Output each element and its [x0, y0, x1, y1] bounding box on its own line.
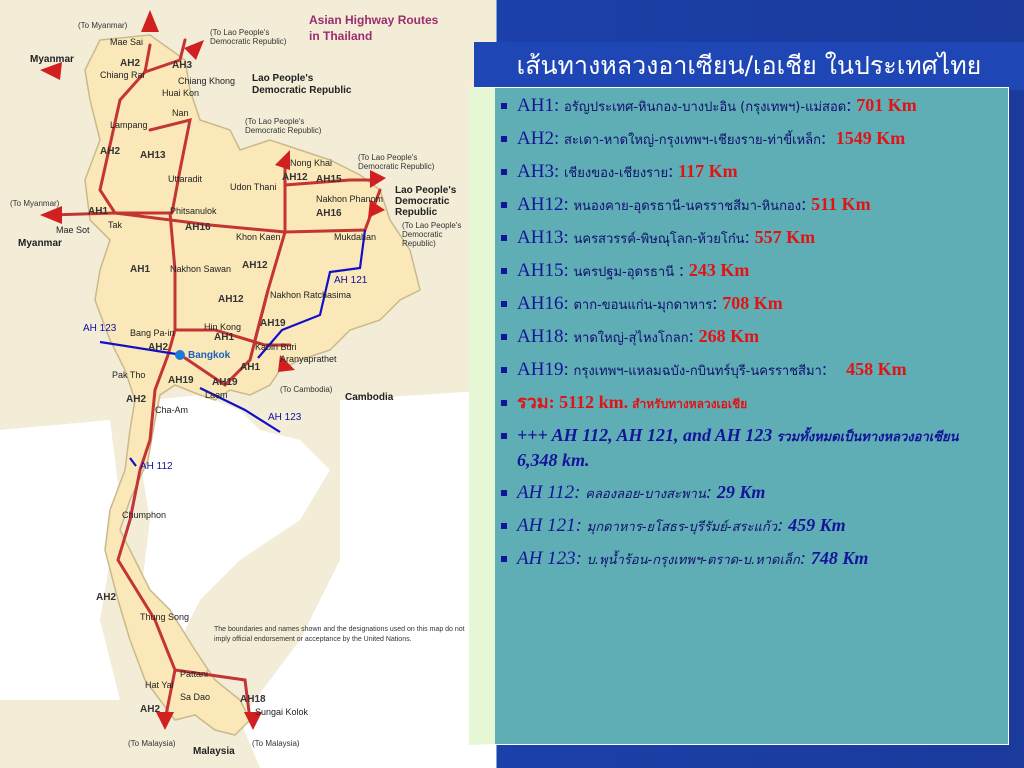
note-to-lao-4c: Republic) [402, 239, 436, 248]
label-laos-top-2: Democratic Republic [252, 85, 352, 96]
route-label-ah3: AH3 [172, 60, 193, 71]
list-item: AH13: นครสวรรค์-พิษณุโลก-ห้วยโก๋น: 557 Km [501, 226, 1000, 251]
route-km: 557 Km [754, 227, 816, 247]
route-label-ah2-bottom: AH2 [140, 704, 161, 715]
label-malaysia: Malaysia [193, 746, 235, 757]
route-label-ah2-mid: AH2 [100, 146, 121, 157]
note-to-malaysia-right: (To Malaysia) [252, 739, 300, 748]
route-code: AH16 [517, 293, 564, 314]
route-km: 748 Km [810, 548, 869, 568]
route-desc: สะเดา-หาดใหญ่-กรุงเทพฯ-เชียงราย-ท่าขี้เหล็ก [563, 133, 821, 148]
city-laem-chabang: Laem [205, 390, 228, 400]
route-label-ah1-east: AH1 [214, 332, 235, 343]
city-sa-dao: Sa Dao [180, 692, 211, 702]
total-text: รวมทั้งหมดเป็นทางหลวงอาเซียน [776, 430, 959, 445]
slide-title: เส้นทางหลวงอาเซียน/เอเชีย ในประเทศไทย [474, 42, 1024, 90]
route-desc: นครสวรรค์-พิษณุโลก-ห้วยโก๋น [573, 232, 745, 247]
route-code: AH3 [517, 161, 554, 182]
route-desc: ตาก-ขอนแก่น-มุกดาหาร [573, 298, 713, 313]
bullet-icon [501, 523, 507, 529]
city-hat-yai: Hat Yai [145, 680, 174, 690]
andaman-sea [0, 420, 120, 700]
city-sungai-kolok: Sungai Kolok [255, 707, 309, 717]
route-desc: หนองคาย-อุดรธานี-นครราชสีมา-หินกอง [573, 199, 802, 214]
city-udon-thani: Udon Thani [230, 182, 277, 192]
note-to-cambodia: (To Cambodia) [280, 385, 333, 394]
route-km: 29 Km [716, 482, 766, 502]
bullet-icon [501, 433, 507, 439]
list-item: AH1: อรัญประเทศ-หินกอง-บางปะอิน (กรุงเทพฯ)-แม่สอด: 701 Km [501, 94, 1000, 119]
route-label-ah18: AH18 [240, 694, 266, 705]
city-tak: Tak [108, 220, 123, 230]
list-item-total [501, 424, 1000, 473]
city-phitsanulok: Phitsanulok [170, 206, 217, 216]
bullet-icon [501, 556, 507, 562]
map-panel [0, 0, 497, 768]
city-nong-khai: Nong Khai [290, 158, 333, 168]
city-khon-kaen: Khon Kaen [236, 232, 281, 242]
bullet-icon [501, 334, 507, 340]
bullet-icon [501, 490, 507, 496]
route-desc: อรัญประเทศ-หินกอง-บางปะอิน (กรุงเทพฯ)-แม่สอด [563, 100, 847, 115]
route-label-ah1-mid: AH1 [130, 264, 151, 275]
route-desc: กรุงเทพฯ-แหลมฉบัง-กบินทร์บุรี-นครราชสีมา [573, 364, 822, 379]
route-code: AH 112 [517, 482, 575, 503]
city-bang-pa-in: Bang Pa-in [130, 328, 175, 338]
label-laos-right-1: Lao People's [395, 185, 457, 196]
note-to-lao-4b: Democratic [402, 230, 443, 239]
city-chumphon: Chumphon [122, 510, 167, 520]
bullet-icon [501, 268, 507, 274]
bullet-icon [501, 202, 507, 208]
route-code: AH2 [517, 128, 554, 149]
note-to-lao-1a: (To Lao People's [210, 28, 270, 37]
list-item: AH12: หนองคาย-อุดรธานี-นครราชสีมา-หินกอง: 511 Km [501, 193, 1000, 218]
note-to-myanmar-mid: (To Myanmar) [10, 199, 60, 208]
route-label-ah112: AH 112 [140, 461, 173, 472]
city-lampang: Lampang [110, 120, 148, 130]
note-to-myanmar-top: (To Myanmar) [78, 21, 128, 30]
route-label-ah123-east: AH 123 [268, 412, 302, 423]
route-label-ah16-east: AH16 [316, 208, 342, 219]
route-code: AH19 [517, 359, 564, 380]
route-label-ah19-north: AH19 [260, 318, 286, 329]
city-huai-kon: Huai Kon [162, 88, 200, 98]
route-code: AH1 [517, 95, 554, 116]
route-label-ah13: AH13 [140, 150, 166, 161]
route-desc: นครปฐม-อุดรธานี [573, 265, 675, 280]
map-disclaimer: The boundaries and names shown and the designations used on this map do not imply official endorsement or acceptance by the United Nations. [214, 626, 465, 643]
city-nakhon-sawan: Nakhon Sawan [170, 264, 232, 274]
list-item: AH 112: คลองลอย-บางสะพาน: 29 Km [501, 481, 1000, 506]
route-list [495, 88, 1008, 572]
list-item: AH 123: บ.พุน้ำร้อน-กรุงเทพฯ-ตราด-บ.หาดเล็ก: 748 Km [501, 547, 1000, 572]
bullet-icon [501, 400, 507, 406]
city-nakhon-ratchasima: Nakhon Ratchasima [270, 290, 352, 300]
route-label-ah121: AH 121 [334, 275, 368, 286]
map-title-line1: Asian Highway Routes [309, 13, 439, 27]
route-code: AH 121 [517, 515, 576, 536]
map-title-line2: in Thailand [309, 29, 373, 43]
list-item: AH2: สะเดา-หาดใหญ่-กรุงเทพฯ-เชียงราย-ท่าขี้เหล็ก: 1549 Km [501, 127, 1000, 152]
route-desc: หาดใหญ่-สุไหงโกลก [573, 331, 689, 346]
city-kabin-buri: Kabin Buri [255, 342, 297, 352]
note-to-malaysia-left: (To Malaysia) [128, 739, 176, 748]
label-cambodia: Cambodia [345, 392, 394, 403]
city-mae-sai: Mae Sai [110, 37, 144, 47]
route-km: 268 Km [698, 326, 760, 346]
list-item: AH19: กรุงเทพฯ-แหลมฉบัง-กบินทร์บุรี-นครราชสีมา: 458 Km [501, 358, 1000, 383]
thailand-map [0, 0, 496, 768]
total-km: 6,348 km. [517, 450, 590, 470]
route-label-ah12-mid: AH12 [242, 260, 268, 271]
note-to-lao-2b: Democratic Republic) [245, 126, 322, 135]
route-label-ah2-south: AH2 [126, 394, 147, 405]
route-label-ah19-west: AH19 [168, 375, 194, 386]
city-mae-sot: Mae Sot [56, 225, 90, 235]
city-aranyaprathet: Aranyaprathet [280, 354, 337, 364]
city-mukdahan: Mukdahan [334, 232, 377, 242]
note-to-lao-3b: Democratic Republic) [358, 162, 435, 171]
sum-note: สำหรับทางหลวงเอเชีย [632, 397, 748, 411]
route-km: 701 Km [856, 95, 917, 115]
bullet-icon [501, 169, 507, 175]
route-label-ah12-south: AH12 [218, 294, 244, 305]
city-nakhon-phanom: Nakhon Phanom [316, 194, 384, 204]
route-km: 708 Km [722, 293, 783, 313]
route-label-ah1-west: AH1 [88, 206, 109, 217]
list-item: AH3: เชียงของ-เชียงราย: 117 Km [501, 160, 1000, 185]
city-chiang-rai: Chiang Rai [100, 70, 145, 80]
list-item-sum [501, 391, 1000, 416]
label-laos-top-1: Lao People's [252, 73, 314, 84]
bullet-icon [501, 235, 507, 241]
route-km: 117 Km [678, 161, 738, 181]
content-panel [469, 87, 1009, 745]
route-desc: คลองลอย-บางสะพาน [585, 487, 706, 502]
note-to-lao-1b: Democratic Republic) [210, 37, 287, 46]
route-label-ah2-bkk: AH2 [148, 342, 169, 353]
route-label-ah19-east: AH19 [212, 377, 238, 388]
bullet-icon [501, 103, 507, 109]
route-km: 243 Km [688, 260, 750, 280]
route-code: AH15 [517, 260, 564, 281]
city-bangkok: Bangkok [188, 350, 231, 361]
route-code: AH18 [517, 326, 564, 347]
bullet-icon [501, 367, 507, 373]
route-label-ah16-west: AH16 [185, 222, 211, 233]
label-laos-right-2: Democratic [395, 196, 450, 207]
total-prefix: +++ AH 112, AH 121, and AH 123 [517, 425, 773, 445]
route-label-ah1-se: AH1 [240, 362, 261, 373]
label-laos-right-3: Republic [395, 207, 438, 218]
city-cha-am: Cha-Am [155, 405, 189, 415]
route-desc: บ.พุน้ำร้อน-กรุงเทพฯ-ตราด-บ.หาดเล็ก [586, 553, 800, 568]
route-desc: เชียงของ-เชียงราย [563, 166, 669, 181]
route-km: 1549 Km [835, 128, 906, 148]
route-desc: มุกดาหาร-ยโสธร-บุรีรัมย์-สระแก้ว [586, 520, 778, 535]
list-item: AH16: ตาก-ขอนแก่น-มุกดาหาร: 708 Km [501, 292, 1000, 317]
route-km: 511 Km [811, 194, 871, 214]
list-item: AH18: หาดใหญ่-สุไหงโกลก: 268 Km [501, 325, 1000, 350]
bullet-icon [501, 136, 507, 142]
bullet-icon [501, 301, 507, 307]
note-to-lao-4a: (To Lao People's [402, 221, 462, 230]
city-thung-song: Thung Song [140, 612, 190, 622]
list-item: AH 121: มุกดาหาร-ยโสธร-บุรีรัมย์-สระแก้ว: 459 Km [501, 514, 1000, 539]
city-pak-tho: Pak Tho [112, 370, 146, 380]
city-pattani: Pattani [180, 669, 209, 679]
route-label-ah15: AH15 [316, 174, 342, 185]
city-uttaradit: Uttaradit [168, 174, 203, 184]
city-nan: Nan [172, 108, 189, 118]
sum-label: รวม: 5112 km. [517, 392, 629, 412]
label-myanmar-top: Myanmar [30, 54, 74, 65]
route-label-ah2-deep: AH2 [96, 592, 117, 603]
note-to-lao-2a: (To Lao People's [245, 117, 305, 126]
city-chiang-khong: Chiang Khong [178, 76, 236, 86]
route-label-ah2-top: AH2 [120, 58, 141, 69]
route-label-ah123-west: AH 123 [83, 323, 117, 334]
label-myanmar-mid: Myanmar [18, 238, 62, 249]
bangkok-marker [175, 350, 185, 360]
list-item: AH15: นครปฐม-อุดรธานี : 243 Km [501, 259, 1000, 284]
map-title [309, 12, 438, 44]
route-km: 458 Km [846, 359, 907, 379]
city-hin-kong: Hin Kong [204, 322, 242, 332]
note-to-lao-3a: (To Lao People's [358, 153, 418, 162]
route-code: AH13 [517, 227, 564, 248]
route-label-ah12-north: AH12 [282, 172, 308, 183]
route-code: AH12 [517, 194, 564, 215]
route-km: 459 Km [788, 515, 846, 535]
route-code: AH 123 [517, 548, 576, 569]
